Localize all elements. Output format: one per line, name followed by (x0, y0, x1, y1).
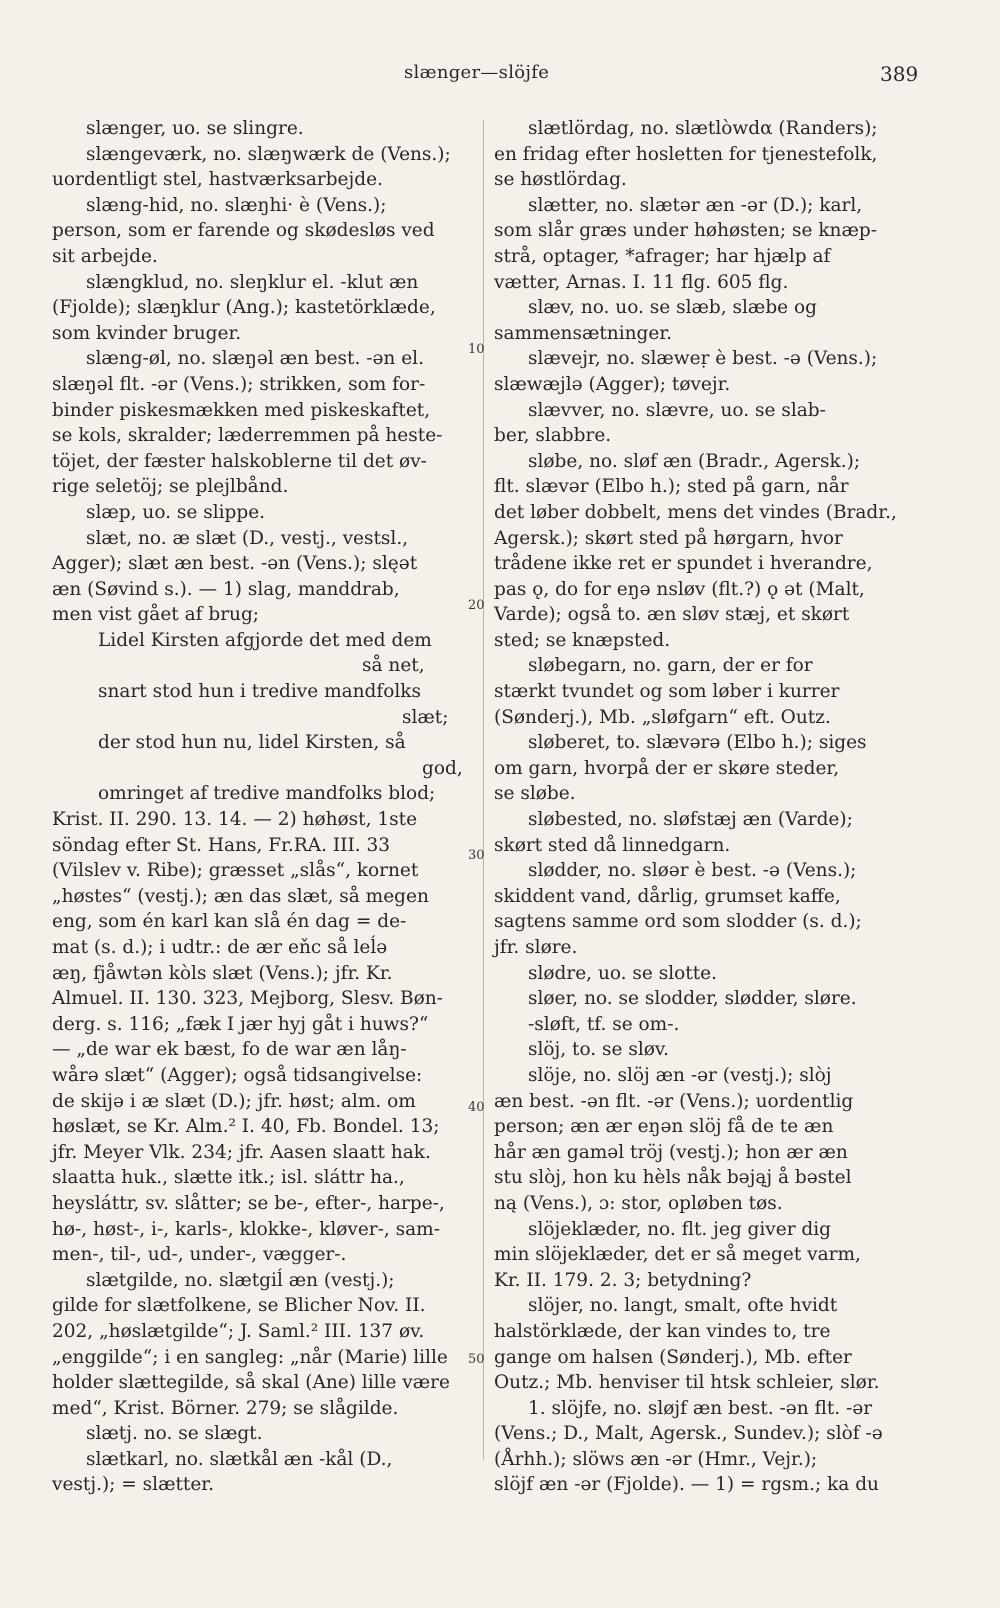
text-line: slødder, no. sløər è best. -ə (Vens.); (528, 860, 857, 882)
text-line: slæv, no. uo. se slæb, slæbe og (528, 297, 817, 319)
text-line: min slöjeklæder, det er så meget varm, (494, 1244, 861, 1266)
text-line: -sløft, tf. se om-. (528, 1013, 680, 1035)
text-line: slætlördag, no. slætlòwdα (Randers); (528, 118, 878, 139)
text-line: person, som er farende og skødesløs ved (52, 220, 435, 242)
text-line: Lidel Kirsten afgjorde det med dem (98, 629, 432, 651)
text-line: stu slòj, hon ku hèls nåk bəjąj å bəstel (494, 1167, 852, 1189)
running-title: slænger—slöjfe (404, 62, 550, 83)
right-column (494, 116, 930, 1498)
text-line: skørt sted då linnedgarn. (494, 834, 731, 856)
text-line: binder piskesmækken med piskeskaftet, (52, 399, 431, 421)
text-line: slæng-øl, no. slæŋəl æn best. -ən el. (86, 348, 424, 370)
text-line: slöjf æn -ər (Fjolde). — 1) = rgsm.; ka du (494, 1474, 879, 1496)
text-line: sted; se knæpsted. (494, 629, 671, 651)
text-line: slæng-hid, no. slæŋhi· è (Vens.); (86, 194, 387, 216)
margin-line-number: 40 (468, 1100, 485, 1115)
text-line: god, (422, 757, 463, 779)
text-line: om garn, hvorpå der er skøre steder, (494, 757, 840, 779)
margin-line-number: 50 (468, 1352, 485, 1367)
text-line: (Fjolde); slæŋklur (Ang.); kastetörklæde, (52, 297, 436, 319)
text-line: slöj, to. se sløv. (528, 1039, 670, 1061)
text-line: Agger); slæt æn best. -ən (Vens.); slęət (52, 553, 418, 575)
text-line: de skijə i æ slæt (D.); jfr. høst; alm. om (52, 1090, 416, 1112)
text-line: (Århh.); slöws æn -ər (Hmr., Vejr.); (494, 1448, 818, 1470)
text-line: slöjeklæder, no. flt. jeg giver dig (528, 1218, 832, 1240)
text-line: æn best. -ən flt. -ər (Vens.); uordentlig (494, 1090, 854, 1112)
text-line: ną (Vens.), ɔ: stor, opløben tøs. (494, 1192, 783, 1214)
text-line: stærkt tvundet og som løber i kurrer (494, 681, 840, 703)
text-line: slaatta huk., slætte itk.; isl. sláttr ha., (52, 1167, 405, 1189)
text-line: Almuel. II. 130. 323, Mejborg, Slesv. Bøn- (52, 988, 443, 1010)
text-line: (Vilslev v. Ribe); græsset „slås“, kornet (52, 860, 419, 882)
text-line: 202, „høslætgilde“; J. Saml.² III. 137 øv. (52, 1320, 425, 1342)
text-line: som kvinder bruger. (52, 322, 242, 344)
text-line: slæt, no. æ slæt (D., vestj., vestsl., (86, 527, 409, 549)
text-line: „høstes“ (vestj.); æn das slæt, så megen (52, 885, 429, 907)
text-line: Varde); også to. æn sløv stæj, et skørt (494, 604, 850, 626)
text-line: (Sønderj.), Mb. „sløfgarn“ eft. Outz. (494, 706, 831, 728)
text-line: det løber dobbelt, mens det vindes (Bradr., (494, 501, 897, 523)
text-line: en fridag efter hosletten for tjenestefolk, (494, 143, 878, 165)
text-line: jfr. sløre. (494, 937, 578, 958)
text-line: 1. slöjfe, no. sløjf æn best. -ən flt. -ər (528, 1397, 873, 1419)
text-line: slætkarl, no. slætkål æn -kål (D., (86, 1448, 393, 1470)
text-line: se høstlördag. (494, 169, 627, 191)
text-line: se kols, skralder; læderremmen på heste- (52, 425, 443, 447)
text-line: Agersk.); skørt sted på hørgarn, hvor (494, 527, 843, 549)
text-line: person; æn ær eŋən slöj få de te æn (494, 1116, 834, 1138)
text-line: sløbe, no. sløf æn (Bradr., Agersk.); (528, 450, 861, 472)
text-line: slöje, no. slöj æn -ər (vestj.); slòj (528, 1064, 832, 1086)
text-line: hø-, høst-, i-, karls-, klokke-, kløver-, sam- (52, 1218, 440, 1240)
text-line: men vist gået af brug; (52, 604, 260, 626)
text-line: slætter, no. slætər æn -ər (D.); karl, (528, 194, 863, 216)
text-line: hår æn gaməl tröj (vestj.); hon ær æn (494, 1141, 848, 1163)
text-line: töjet, der fæster halskoblerne til det øv- (52, 450, 427, 472)
text-line: slævejr, no. slæweṛ è best. -ə (Vens.); (528, 348, 878, 370)
text-line: men-, til-, ud-, under-, vægger-. (52, 1244, 347, 1266)
text-line: æn (Søvind s.). — 1) slag, manddrab, (52, 578, 400, 600)
text-line: slængklud, no. sleŋklur el. -klut æn (86, 271, 419, 293)
text-line: slæŋəl flt. -ər (Vens.); strikken, som for- (52, 373, 426, 395)
text-line: vætter, Arnas. I. 11 flg. 605 flg. (494, 271, 789, 293)
text-line: trådene ikke ret er spundet i hverandre, (494, 553, 873, 575)
text-line: mat (s. d.); i udtr.: de ær eňc så leĺə (52, 937, 388, 958)
text-line: slænger, uo. se slingre. (86, 118, 304, 139)
column-divider (483, 120, 484, 1460)
page-header (0, 62, 1000, 92)
text-line: flt. slævər (Elbo h.); sted på garn, når (494, 476, 849, 498)
text-line: gilde for slætfolkene, se Blicher Nov. II. (52, 1295, 426, 1317)
text-line: slævver, no. slævre, uo. se slab- (528, 399, 826, 421)
text-line: slødre, uo. se slotte. (528, 962, 718, 984)
page-number: 389 (880, 62, 919, 86)
text-line: omringet af tredive mandfolks blod; (98, 783, 436, 805)
text-line: æŋ, fjåwtən kòls slæt (Vens.); jfr. Kr. (52, 962, 393, 984)
text-line: vestj.); = slætter. (52, 1474, 214, 1496)
text-line: rige seletöj; se plejlbånd. (52, 476, 289, 498)
margin-line-number: 20 (468, 598, 485, 613)
text-line: sløberet, to. slævərə (Elbo h.); siges (528, 732, 867, 754)
text-line: „enggilde“; i en sangleg: „når (Marie) lille (52, 1346, 448, 1368)
text-line: holder slættegilde, så skal (Ane) lille være (52, 1372, 450, 1394)
text-line: (Vens.; D., Malt, Agersk., Sundev.); slòf -ə (494, 1423, 883, 1445)
text-line: heysláttr, sv. slåtter; se be-, efter-, harpe-, (52, 1192, 445, 1214)
text-line: Outz.; Mb. henviser til htsk schleier, slør. (494, 1372, 880, 1394)
text-line: strå, optager, *afrager; har hjælp af (494, 245, 831, 267)
text-line: slætgilde, no. slætgiĺ æn (vestj.); (86, 1269, 395, 1291)
text-line: slængeværk, no. slæŋwærk de (Vens.); (86, 143, 451, 165)
text-line: med“, Krist. Börner. 279; se slågilde. (52, 1397, 399, 1419)
text-line: halstörklæde, der kan vindes to, tre (494, 1320, 831, 1342)
text-line: høslæt, se Kr. Alm.² I. 40, Fb. Bondel. 13; (52, 1116, 440, 1138)
text-line: Kr. II. 179. 2. 3; betydning? (494, 1269, 752, 1291)
text-line: — „de war ek bæst, fo de war æn låŋ- (52, 1039, 407, 1061)
left-column (52, 116, 470, 1498)
text-line: wårə slæt“ (Agger); også tidsangivelse: (52, 1064, 423, 1086)
text-line: der stod hun nu, lidel Kirsten, så (98, 732, 406, 754)
text-line: skiddent vand, dårlig, grumset kaffe, (494, 885, 841, 907)
text-line: slöjer, no. langt, smalt, ofte hvidt (528, 1295, 838, 1317)
text-line: slæt; (402, 706, 449, 728)
text-line: se sløbe. (494, 783, 576, 805)
text-line: sløbested, no. sløfstæj æn (Varde); (528, 809, 853, 831)
text-line: snart stod hun i tredive mandfolks (98, 681, 422, 703)
text-line: gange om halsen (Sønderj.), Mb. efter (494, 1346, 852, 1368)
text-line: slæwæjlə (Agger); tøvejr. (494, 373, 731, 395)
margin-line-number: 10 (468, 342, 485, 357)
text-line: sløer, no. se slodder, slødder, sløre. (528, 988, 857, 1010)
text-line: derg. s. 116; „fæk I jær hyj gåt i huws?“ (52, 1013, 429, 1035)
text-line: sammensætninger. (494, 322, 673, 344)
text-line: söndag efter St. Hans, Fr.RA. III. 33 (52, 834, 391, 856)
text-line: jfr. Meyer Vlk. 234; jfr. Aasen slaatt hak. (52, 1141, 431, 1163)
text-line: sløbegarn, no. garn, der er for (528, 655, 813, 677)
margin-line-number: 30 (468, 848, 485, 863)
text-line: Krist. II. 290. 13. 14. — 2) høhøst, 1ste (52, 809, 418, 831)
text-line: pas ǫ, do for eŋə nsløv (flt.?) ǫ ət (Malt, (494, 578, 865, 600)
text-line: eng, som én karl kan slå én dag = de- (52, 911, 407, 933)
text-line: sagtens samme ord som slodder (s. d.); (494, 911, 862, 933)
text-line: sit arbejde. (52, 245, 158, 267)
text-line: så net, (362, 655, 425, 677)
text-line: som slår græs under høhøsten; se knæp- (494, 220, 877, 242)
text-line: slæp, uo. se slippe. (86, 501, 266, 523)
text-line: slætj. no. se slægt. (86, 1423, 263, 1445)
text-line: uordentligt stel, hastværksarbejde. (52, 169, 383, 191)
text-line: ber, slabbre. (494, 425, 612, 447)
